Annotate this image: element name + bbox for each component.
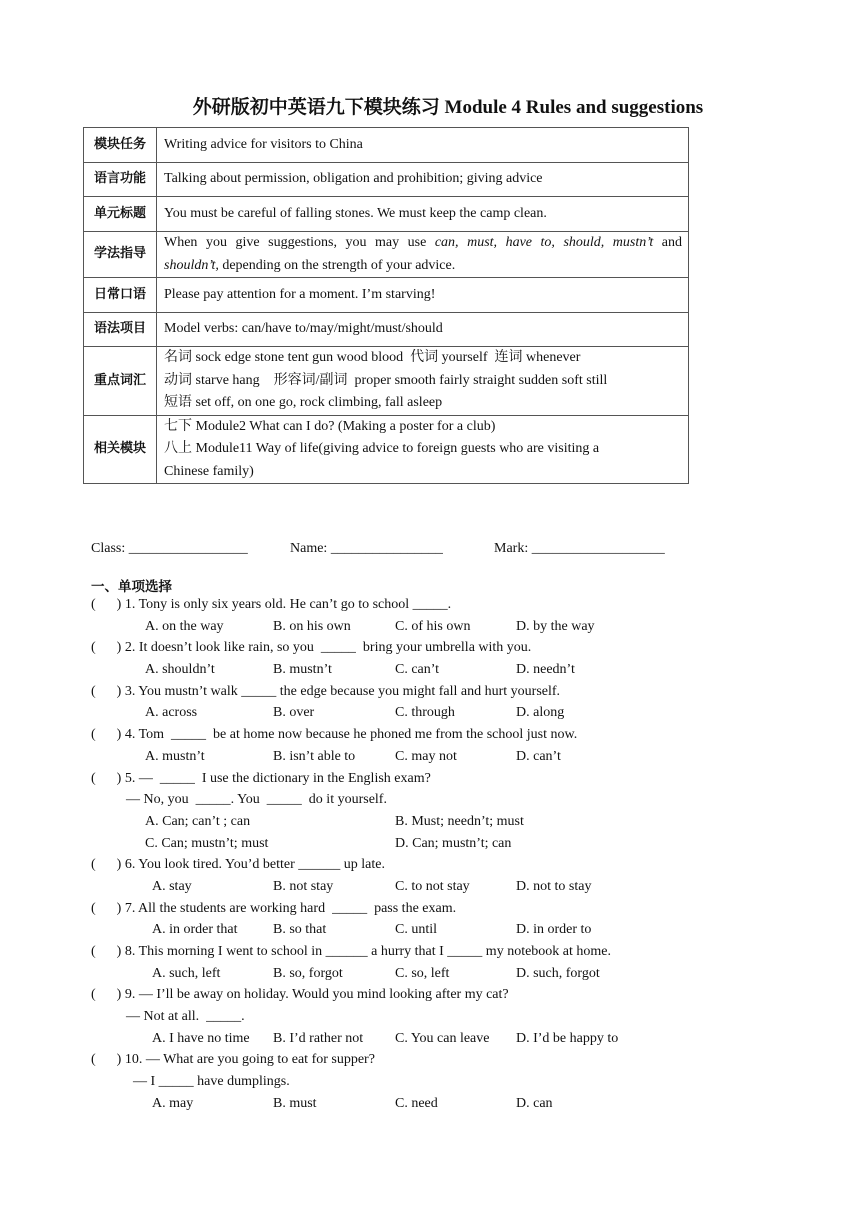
question-stem-line [91,640,791,662]
page-title: 外研版初中英语九下模块练习 Module 4 Rules and suggestions [192,97,704,118]
study-tip-line-1 [164,232,682,255]
option-c: C. can’t [395,662,440,678]
option-b: B. so that [273,922,327,938]
question-stem-line [91,901,791,923]
vocab-line: 动词 starve hang 形容词/副词 proper smooth fairly straight sudden soft still [164,372,608,388]
question-item [91,901,791,944]
option-d: D. not to stay [516,878,592,894]
options-row [91,1031,791,1053]
question-stem: ( ) 5. — _____ I use the dictionary in the English exam? [91,770,431,786]
option-d: D. I’d be happy to [516,1030,619,1046]
option-c: C. need [395,1095,438,1111]
options-row [91,836,791,858]
modal-word: shouldn’t, [164,257,219,273]
option-b: B. not stay [273,878,334,894]
options-row [91,619,791,641]
option-a: A. such, left [152,965,221,981]
question-item [91,857,791,900]
question-stem: ( ) 4. Tom _____ be at home now because he phoned me from the school just now. [91,727,578,743]
option-d: D. can’t [516,748,561,764]
option-c: C. through [395,705,455,721]
text: and [653,235,683,250]
option-d: D. can [516,1095,553,1111]
question-item [91,684,791,727]
row-label: 模块任务 [84,128,157,163]
table-row [84,278,689,313]
table-row [84,347,689,416]
option-left: C. Can; mustn’t; must [145,835,269,851]
question-stem-line [91,792,791,814]
name-field[interactable]: Name: ________________ [290,541,443,556]
row-value [157,415,689,484]
module-info-table [83,127,689,484]
table-row [84,197,689,232]
row-value [157,347,689,416]
option-d: D. in order to [516,922,592,938]
row-label: 日常口语 [84,278,157,313]
question-dialogue: — No, you _____. You _____ do it yourself. [91,792,387,808]
question-stem-line [91,1009,791,1031]
question-item [91,987,791,1052]
question-item [91,944,791,987]
question-stem-line [91,597,791,619]
option-d: D. along [516,705,565,721]
table-row [84,415,689,484]
option-a: A. may [152,1095,194,1111]
option-a: A. I have no time [152,1030,250,1046]
text: When you give suggestions, you may use [164,235,435,250]
option-d: D. needn’t [516,662,575,678]
option-b: B. must [273,1095,317,1111]
question-stem: ( ) 7. All the students are working hard _____ pass the exam. [91,900,457,916]
option-b: B. on his own [273,618,351,634]
related-line: 七下 Module2 What can I do? (Making a poster for a club) [164,418,496,434]
option-c: C. of his own [395,618,471,634]
row-label: 相关模块 [84,415,157,484]
table-row [84,232,689,278]
option-a: A. mustn’t [145,748,205,764]
question-stem: ( ) 2. It doesn’t look like rain, so you _____ bring your umbrella with you. [91,640,532,656]
question-dialogue: — Not at all. _____. [91,1009,245,1025]
option-a: A. on the way [145,618,224,634]
option-right: D. Can; mustn’t; can [395,835,512,851]
option-b: B. isn’t able to [273,748,356,764]
row-label: 学法指导 [84,232,157,278]
class-field[interactable]: Class: _________________ [91,541,248,556]
option-c: C. until [395,922,438,938]
row-value: Writing advice for visitors to China [157,128,689,163]
option-d: D. by the way [516,618,595,634]
row-label: 单元标题 [84,197,157,232]
section-heading: 一、单项选择 [91,579,172,595]
question-item [91,771,791,858]
related-line: 八上 Module11 Way of life(giving advice to foreign guests who are visiting a [164,441,600,456]
question-dialogue: — I _____ have dumplings. [91,1074,290,1090]
mark-field[interactable]: Mark: ___________________ [494,541,665,556]
options-row [91,1096,791,1118]
option-b: B. I’d rather not [273,1030,364,1046]
modal-list: can, must, have to, should, mustn’t [434,235,654,250]
options-row [91,879,791,901]
question-item [91,597,791,640]
row-value: You must be careful of falling stones. We must keep the camp clean. [157,197,689,232]
text: depending on the strength of your advice. [218,257,456,273]
option-a: A. stay [152,878,192,894]
question-stem: ( ) 9. — I’ll be away on holiday. Would you mind looking after my cat? [91,987,509,1003]
option-c: C. to not stay [395,878,470,894]
question-item [91,1052,791,1117]
question-stem-line [91,1052,791,1074]
question-stem-line [91,857,791,879]
question-stem: ( ) 1. Tony is only six years old. He can’t go to school _____. [91,597,452,612]
table-row [84,163,689,197]
options-row [91,662,791,684]
options-row [91,966,791,988]
question-stem: ( ) 10. — What are you going to eat for supper? [91,1052,375,1068]
table-row [84,313,689,347]
option-left: A. Can; can’t ; can [145,813,251,829]
options-row [91,749,791,771]
option-c: C. may not [395,748,457,764]
question-stem-line [91,944,791,966]
question-stem-line [91,727,791,749]
options-row [91,705,791,727]
question-stem: ( ) 3. You mustn’t walk _____ the edge because you might fall and hurt yourself. [91,683,561,699]
option-a: A. shouldn’t [145,662,215,678]
option-d: D. such, forgot [516,965,600,981]
vocab-line: 短语 set off, on one go, rock climbing, fall asleep [164,395,443,410]
row-value: Talking about permission, obligation and prohibition; giving advice [157,163,689,197]
options-row [91,814,791,836]
row-value: Please pay attention for a moment. I’m starving! [157,278,689,313]
study-tip-line-2 [164,255,682,278]
option-right: B. Must; needn’t; must [395,813,524,829]
question-stem-line [91,987,791,1009]
question-list [91,597,791,1118]
row-label: 语言功能 [84,163,157,197]
option-a: A. in order that [152,922,238,938]
table-row [84,128,689,163]
question-stem-line [91,1074,791,1096]
option-b: B. so, forgot [273,965,343,981]
row-value: Model verbs: can/have to/may/might/must/should [157,313,689,347]
question-item [91,640,791,683]
row-label: 重点词汇 [84,347,157,416]
row-label: 语法项目 [84,313,157,347]
vocab-line: 名词 sock edge stone tent gun wood blood 代词 yourself 连词 whenever [164,350,581,365]
related-line: Chinese family) [164,463,254,479]
question-stem-line [91,684,791,706]
row-value [157,232,689,278]
option-a: A. across [145,705,198,721]
option-b: B. over [273,705,315,721]
option-b: B. mustn’t [273,662,332,678]
option-c: C. You can leave [395,1030,490,1046]
question-stem-line [91,771,791,793]
option-c: C. so, left [395,965,450,981]
options-row [91,922,791,944]
question-stem: ( ) 8. This morning I went to school in ______ a hurry that I _____ my notebook at home. [91,944,612,959]
question-item [91,727,791,770]
question-stem: ( ) 6. You look tired. You’d better ______ up late. [91,857,385,873]
